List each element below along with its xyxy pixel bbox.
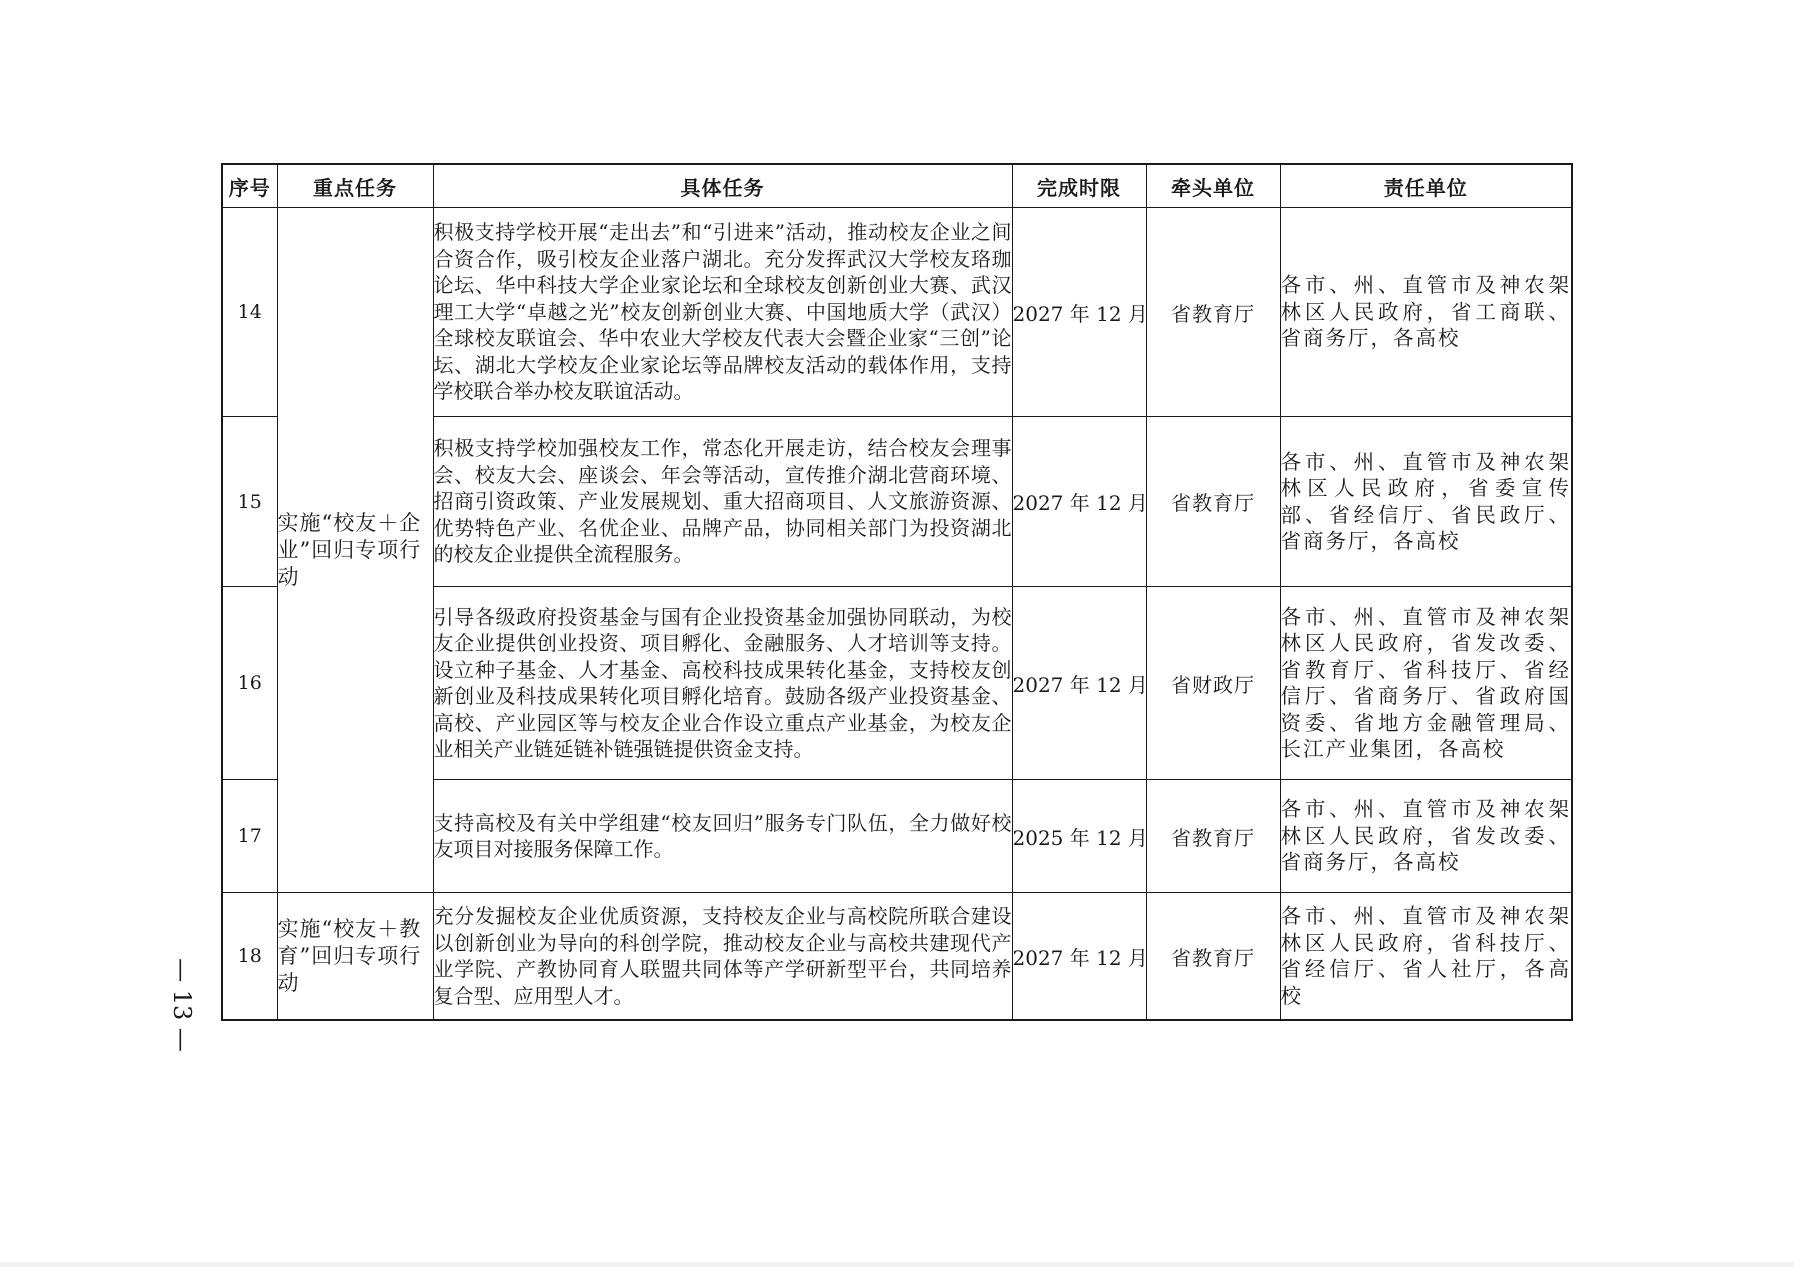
table-row — [222, 893, 1572, 1021]
lead-unit-cell: 省教育厅 — [1146, 417, 1280, 587]
header-responsible: 责任单位 — [1280, 164, 1572, 208]
deadline-cell: 2025 年 12 月 — [1012, 780, 1146, 893]
deadline-cell: 2027 年 12 月 — [1012, 417, 1146, 587]
header-deadline: 完成时限 — [1012, 164, 1146, 208]
key-task-cell: 实施“校友＋教育”回归专项行动 — [277, 893, 433, 1021]
task-table — [221, 163, 1573, 1021]
detail-cell: 引导各级政府投资基金与国有企业投资基金加强协同联动，为校友企业提供创业投资、项目孵化、金融服务、人才培训等支持。设立种子基金、人才基金、高校科技成果转化基金，支持校友创新创业及科技成果转化项目孵化培育。鼓励各级产业投资基金、高校、产业园区等与校友企业合作设立重点产业基金，为校友企业相关产业链延链补链强链提供资金支持。 — [433, 587, 1012, 780]
row-number: 15 — [222, 417, 277, 587]
header-lead: 牵头单位 — [1146, 164, 1280, 208]
table-row — [222, 208, 1572, 417]
row-number: 16 — [222, 587, 277, 780]
row-number: 18 — [222, 893, 277, 1021]
lead-unit-cell: 省教育厅 — [1146, 208, 1280, 417]
page-number: — 13 — — [168, 958, 196, 1052]
responsible-units-cell: 各市、州、直管市及神农架林区人民政府，省科技厅、省经信厅、省人社厅，各高校 — [1280, 893, 1572, 1021]
detail-cell: 积极支持学校加强校友工作，常态化开展走访，结合校友会理事会、校友大会、座谈会、年会等活动，宣传推介湖北营商环境、招商引资政策、产业发展规划、重大招商项目、人文旅游资源、优势特色产业、名优企业、品牌产品，协同相关部门为投资湖北的校友企业提供全流程服务。 — [433, 417, 1012, 587]
header-no: 序号 — [222, 164, 277, 208]
key-task-cell: 实施“校友＋企业”回归专项行动 — [277, 208, 433, 893]
detail-cell: 积极支持学校开展“走出去”和“引进来”活动，推动校友企业之间合资合作，吸引校友企业落户湖北。充分发挥武汉大学校友珞珈论坛、华中科技大学企业家论坛和全球校友创新创业大赛、武汉理工大学“卓越之光”校友创新创业大赛、中国地质大学（武汉）全球校友联谊会、华中农业大学校友代表大会暨企业家“三创”论坛、湖北大学校友企业家论坛等品牌校友活动的载体作用，支持学校联合举办校友联谊活动。 — [433, 208, 1012, 417]
responsible-units-cell: 各市、州、直管市及神农架林区人民政府，省委宣传部、省经信厅、省民政厅、省商务厅，各高校 — [1280, 417, 1572, 587]
lead-unit-cell: 省教育厅 — [1146, 780, 1280, 893]
deadline-cell: 2027 年 12 月 — [1012, 208, 1146, 417]
deadline-cell: 2027 年 12 月 — [1012, 893, 1146, 1021]
header-detail: 具体任务 — [433, 164, 1012, 208]
table-header-row — [222, 164, 1572, 208]
responsible-units-cell: 各市、州、直管市及神农架林区人民政府，省发改委、省商务厅，各高校 — [1280, 780, 1572, 893]
lead-unit-cell: 省财政厅 — [1146, 587, 1280, 780]
responsible-units-cell: 各市、州、直管市及神农架林区人民政府，省发改委、省教育厅、省科技厅、省经信厅、省商务厅、省政府国资委、省地方金融管理局、长江产业集团，各高校 — [1280, 587, 1572, 780]
detail-cell: 支持高校及有关中学组建“校友回归”服务专门队伍，全力做好校友项目对接服务保障工作。 — [433, 780, 1012, 893]
lead-unit-cell: 省教育厅 — [1146, 893, 1280, 1021]
row-number: 14 — [222, 208, 277, 417]
row-number: 17 — [222, 780, 277, 893]
responsible-units-cell: 各市、州、直管市及神农架林区人民政府，省工商联、省商务厅，各高校 — [1280, 208, 1572, 417]
header-key-task: 重点任务 — [277, 164, 433, 208]
deadline-cell: 2027 年 12 月 — [1012, 587, 1146, 780]
detail-cell: 充分发掘校友企业优质资源，支持校友企业与高校院所联合建设以创新创业为导向的科创学院，推动校友企业与高校共建现代产业学院、产教协同育人联盟共同体等产学研新型平台，共同培养复合型、应用型人才。 — [433, 893, 1012, 1021]
